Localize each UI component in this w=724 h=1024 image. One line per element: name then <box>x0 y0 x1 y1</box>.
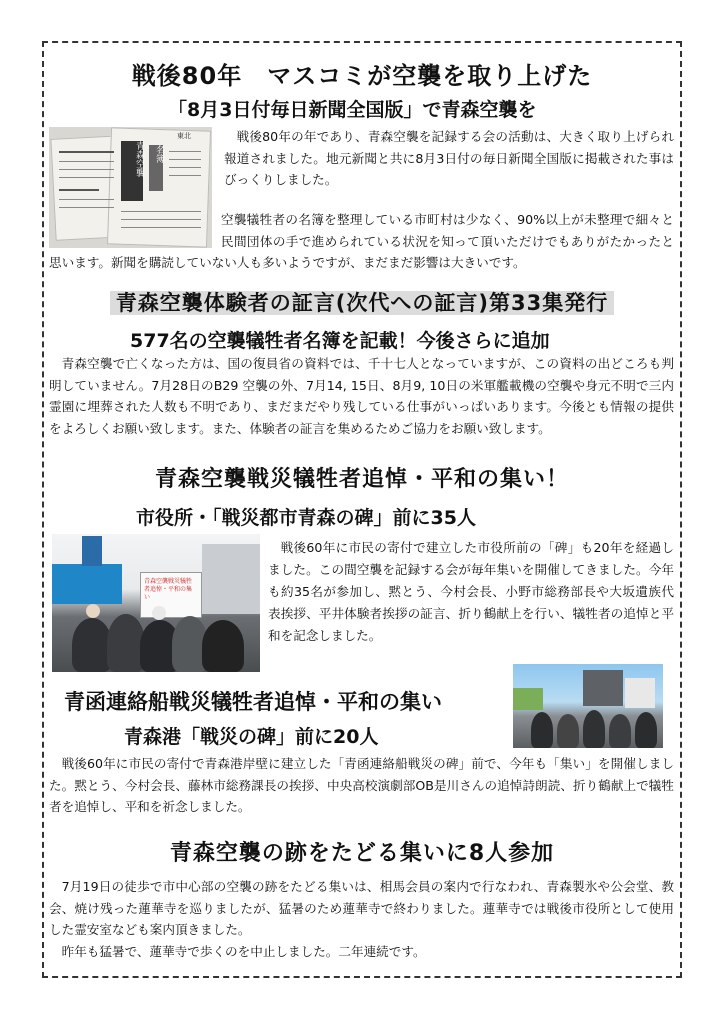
section5-paragraph-1: 7月19日の徒歩で市中心部の空襲の跡をたどる集いは、相馬会員の案内で行なわれ、青森製氷や公会堂、教会、焼け残った蓮華寺を巡りましたが、猛暑のため蓮華寺で終わりました。蓮華寺では戦後市役所として使用した霊安室なども案内頂きました。 <box>49 879 674 937</box>
section3-paragraph: 戦後60年に市民の寄付で建立した市役所前の「碑」も20年を経過しました。この間空襲を記録する会が毎年集いを開催してきました。今年も約35名が参加し、黙とう、今村会長、小野市総務部長や大坂遺族代表挨拶、平井体験者挨拶の証言、折り鶴献上を行い、犠牲者の追悼と平和を記念しました。 <box>268 540 674 643</box>
section2-paragraph: 青森空襲で亡くなった方は、国の復員省の資料では、千十七人となっていますが、この資料の出どころも判明していません。7月28日のB29 空襲の外、7月14, 15日、8月9, 10日の米軍艦載機の空襲や身元不明で三内霊園に埋葬された人数も不明であり、まだまだやり残している仕事がいっぱいあります。今後とも情報の提供をよろしくお願い致します。また、体験者の証言を集めるためご協力をお願い致します。 <box>49 356 674 436</box>
section3-subtitle: 市役所・「戦災都市青森の碑」前に35人 <box>136 507 476 529</box>
port-event-photo <box>513 664 663 748</box>
section3-title: 青森空襲戦災犠牲者追悼・平和の集い！ <box>154 467 569 492</box>
section5-paragraph-2: 昨年も猛暑で、蓮華寺で歩くのを中止しました。二年連続です。 <box>61 944 426 959</box>
event-sign: 青森空襲戦災犠牲者追悼・平和の集い <box>144 578 193 601</box>
section2-subtitle: 577名の空襲犠牲者名簿を記載！今後さらに追加 <box>130 330 550 352</box>
newspaper-subheadline: 名簿 <box>154 145 164 163</box>
section1-paragraph-1: 戦後80年の年であり、青森空襲を記録する会の活動は、大きく取り上げられ報道されました。地元新聞と共に8月3日付の毎日新聞全国版に掲載された事はびっくりしました。 <box>224 129 674 187</box>
section2-title-text: 青森空襲体験者の証言(次代への証言)第33集発行 <box>110 291 614 315</box>
section4-subtitle: 青森港「戦災の碑」前に20人 <box>124 726 379 748</box>
section5-title: 青森空襲の跡をたどる集いに8人参加 <box>169 841 555 866</box>
photo-wrap-spacer <box>49 209 221 249</box>
newspaper-headline: 青森空襲 <box>134 141 144 177</box>
section1-title: 戦後80年 マスコミが空襲を取り上げた <box>131 62 593 90</box>
city-hall-event-photo <box>52 534 260 672</box>
section1-paragraph-2 <box>49 209 674 274</box>
newspaper-masthead: 東北 <box>177 132 191 140</box>
section4-paragraph: 戦後60年に市民の寄付で青森港岸壁に建立した「青函連絡船戦災の碑」前で、今年も「集い」を開催しました。黙とう、今村会長、藤林市総務課長の挨拶、中央高校演劇部OB是川さんの追悼詩朗読、折り鶴献上で犠牲者を追悼し、平和を祈念しました。 <box>49 756 674 814</box>
section1-paragraph-2-text: 空襲犠牲者の名簿を整理している市町村は少なく、90%以上が未整理で細々と民間団体の手で進められている状況を知って頂いただけでもありがたかったと思います。新聞を購読していない人も多いようですが、まだまだ影響は大きいです。 <box>49 212 674 270</box>
section4-title: 青函連絡船戦災犠牲者追悼・平和の集い <box>64 690 442 714</box>
section1-subtitle: 「8月3日付毎日新聞全国版」で青森空襲を <box>168 99 537 121</box>
section2-title <box>42 287 682 317</box>
